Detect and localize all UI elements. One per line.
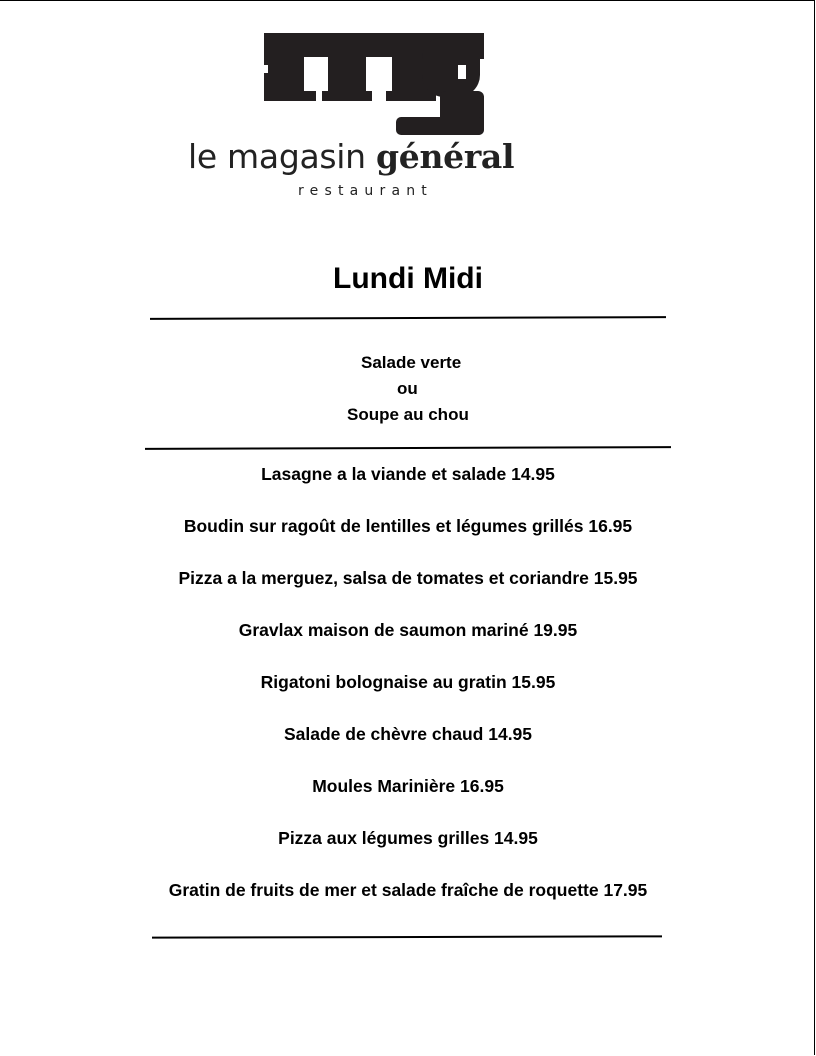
dish-item: Rigatoni bolognaise au gratin 15.95 bbox=[260, 672, 556, 692]
restaurant-logo bbox=[160, 25, 580, 205]
dish-item: Gratin de fruits de mer et salade fraîche de roquette 17.95 bbox=[168, 880, 648, 900]
dish-item: Boudin sur ragoût de lentilles et légumes grillés 16.95 bbox=[183, 516, 633, 536]
dish-item: Salade de chèvre chaud 14.95 bbox=[283, 724, 533, 744]
starter-first: Salade verte bbox=[361, 353, 462, 372]
restaurant-tagline: restaurant bbox=[298, 183, 433, 199]
dish-item: Moules Marinière 16.95 bbox=[312, 776, 504, 796]
dish-item: Pizza aux légumes grilles 14.95 bbox=[278, 828, 538, 848]
restaurant-name-light: le magasin bbox=[188, 137, 376, 176]
dish-item: Gravlax maison de saumon mariné 19.95 bbox=[238, 620, 578, 640]
starter-or: ou bbox=[397, 379, 418, 398]
restaurant-name-bold: général bbox=[375, 137, 515, 176]
menu-title: Lundi Midi bbox=[333, 262, 483, 295]
starter-second: Soupe au chou bbox=[347, 405, 469, 424]
dish-item: Pizza a la merguez, salsa de tomates et coriandre 15.95 bbox=[178, 568, 638, 588]
mg-monogram-icon bbox=[160, 25, 580, 145]
dish-item: Lasagne a la viande et salade 14.95 bbox=[261, 464, 555, 484]
restaurant-name bbox=[188, 137, 515, 176]
